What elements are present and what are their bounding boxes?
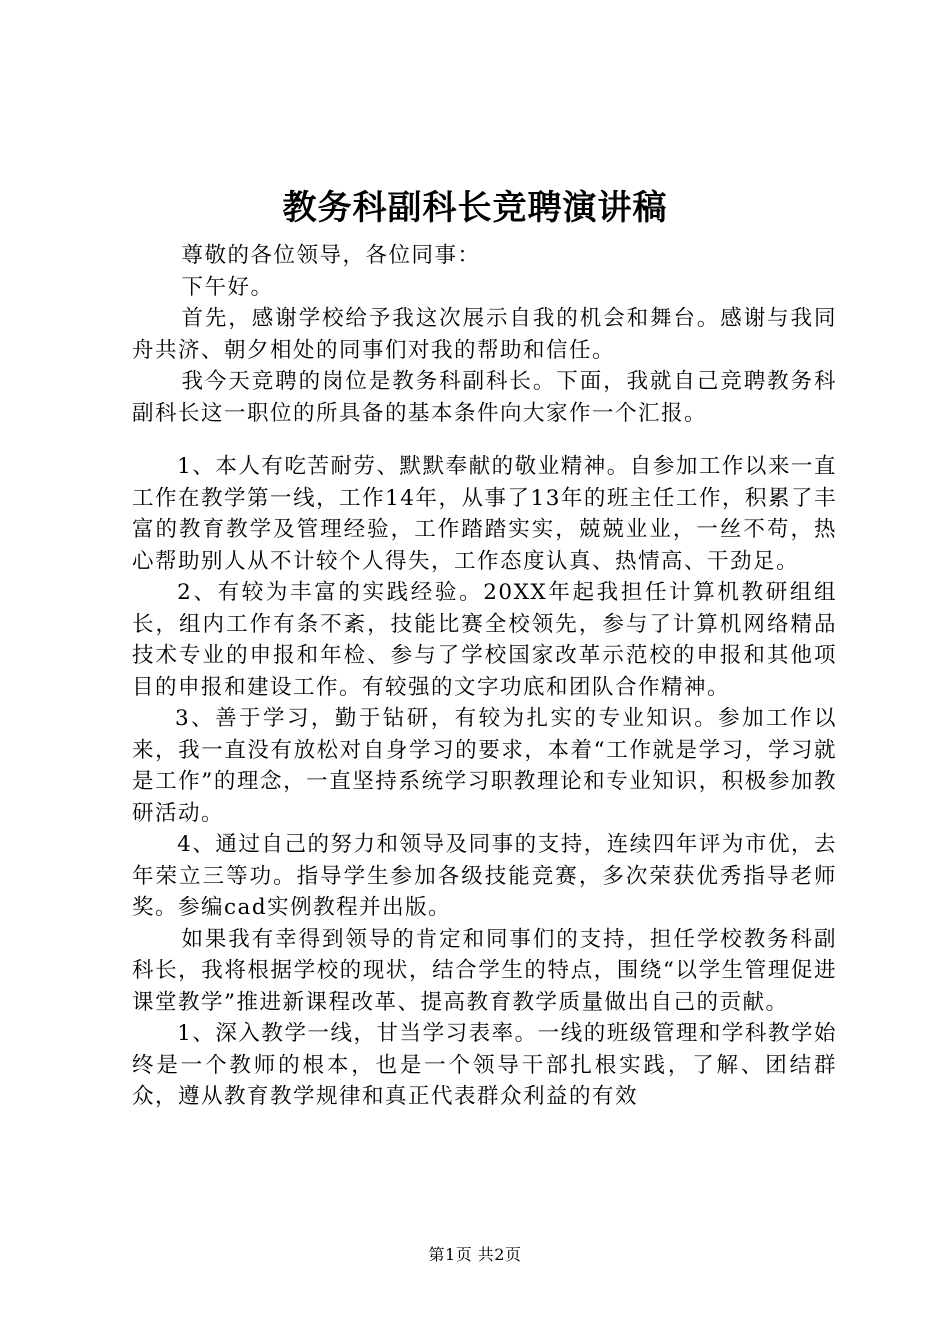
greeting: 下午好。 (181, 274, 274, 300)
paragraph-point-3: 3、善于学习，勤于钻研，有较为扎实的专业知识。参加工作以来，我一直没有放松对自身学习的要求，本着“工作就是学习，学习就是工作”的理念，一直坚持系统学习职教理论和专业知识，积极参加教研活动。 (132, 706, 837, 826)
salutation: 尊敬的各位领导，各位同事： (181, 243, 481, 268)
paragraph-point-1: 1、本人有吃苦耐劳、默默奉献的敬业精神。自参加工作以来一直工作在教学第一线，工作14年，从事了13年的班主任工作，积累了丰富的教育教学及管理经验，工作踏踏实实，兢兢业业，一丝不苟，热心帮助别人从不计较个人得失，工作态度认真、热情高、干劲足。 (132, 454, 837, 574)
paragraph-plan-1: 1、深入教学一线，甘当学习表率。一线的班级管理和学科教学始终是一个教师的根本，也是一个领导干部扎根实践，了解、团结群众，遵从教育教学规律和真正代表群众利益的有效 (132, 1021, 837, 1109)
paragraph-point-2: 2、有较为丰富的实践经验。20XX年起我担任计算机教研组组长，组内工作有条不紊，技能比赛全校领先，参与了计算机网络精品技术专业的申报和年检、参与了学校国家改革示范校的申报和其他项目的申报和建设工作。有较强的文字功底和团队合作精神。 (132, 580, 837, 700)
page-number-footer: 第1页 共2页 (428, 1245, 522, 1264)
paragraph-thanks: 首先，感谢学校给予我这次展示自我的机会和舞台。感谢与我同舟共济、朝夕相处的同事们对我的帮助和信任。 (132, 306, 837, 363)
document-title: 教务科副科长竞聘演讲稿 (282, 188, 668, 228)
document-body (132, 240, 837, 1113)
paragraph-point-4: 4、通过自己的努力和领导及同事的支持，连续四年评为市优，去年荣立三等功。指导学生参加各级技能竞赛，多次荣获优秀指导老师奖。参编cad实例教程并出版。 (132, 832, 837, 920)
paragraph-commitment: 如果我有幸得到领导的肯定和同事们的支持，担任学校教务科副科长，我将根据学校的现状，结合学生的特点，围绕“以学生管理促进课堂教学”推进新课程改革、提高教育教学质量做出自己的贡献。 (132, 926, 837, 1015)
paragraph-position: 我今天竞聘的岗位是教务科副科长。下面，我就自己竞聘教务科副科长这一职位的所具备的基本条件向大家作一个汇报。 (132, 369, 837, 426)
